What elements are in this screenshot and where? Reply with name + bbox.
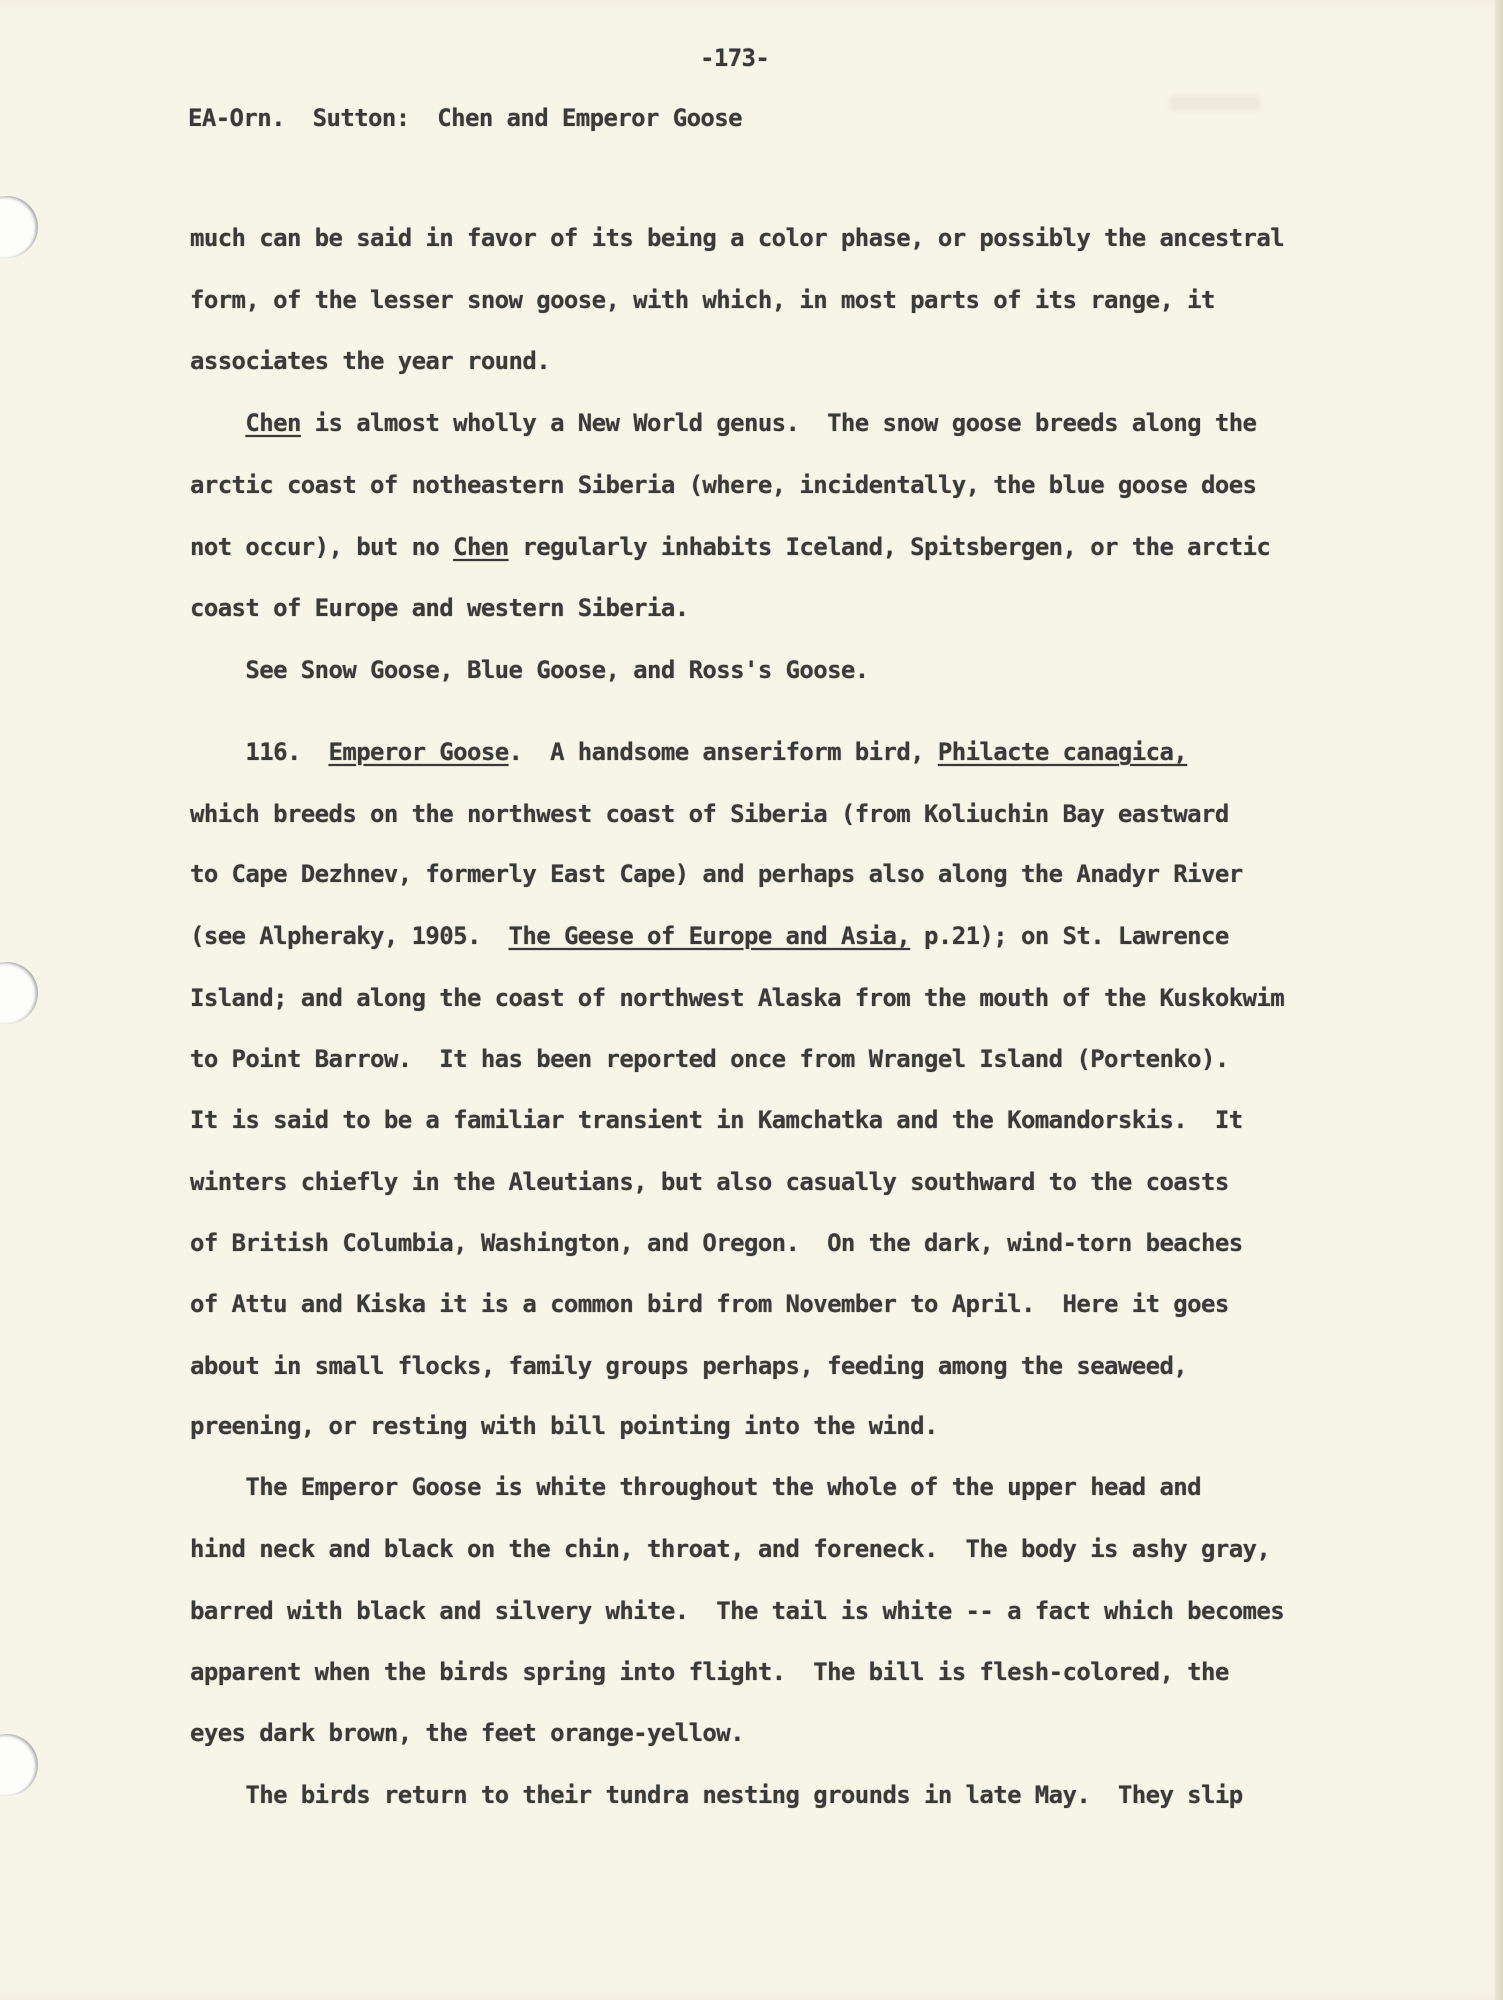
text-segment: It is said to be a familiar transient in Kamchatka and the Komandorskis. It [190, 1106, 1243, 1134]
text-line [190, 984, 1284, 1012]
text-segment: 116. [190, 738, 329, 766]
text-segment: form, of the lesser snow goose, with which, in most parts of its range, it [190, 286, 1215, 314]
text-segment: barred with black and silvery white. The tail is white -- a fact which becomes [190, 1597, 1285, 1625]
text-line [190, 594, 689, 622]
punch-hole-middle [0, 962, 38, 1024]
text-segment: of Attu and Kiska it is a common bird from November to April. Here it goes [190, 1290, 1229, 1318]
underlined-term: Chen [453, 533, 509, 561]
text-segment: is almost wholly a New World genus. The snow goose breeds along the [300, 409, 1257, 437]
text-line [190, 1290, 1229, 1318]
text-segment: The Emperor Goose is white throughout the whole of the upper head and [190, 1473, 1201, 1501]
text-segment: The birds return to their tundra nesting grounds in late May. They slip [190, 1781, 1243, 1809]
underlined-term: Philacte canagica, [937, 738, 1188, 766]
text-line [190, 1535, 1270, 1563]
paper-smudge [1170, 96, 1260, 110]
punch-hole-bottom [0, 1734, 38, 1796]
text-segment: which breeds on the northwest coast of Siberia (from Koliuchin Bay eastward [190, 800, 1229, 828]
text-segment: See Snow Goose, Blue Goose, and Ross's Goose. [190, 656, 869, 684]
page-edge [1495, 0, 1503, 2000]
underlined-term: Emperor Goose [328, 738, 509, 766]
text-line [190, 860, 1243, 888]
text-line [190, 347, 550, 375]
running-header: EA-Orn. Sutton: Chen and Emperor Goose [188, 104, 742, 132]
text-segment: eyes dark brown, the feet orange-yellow. [190, 1719, 744, 1747]
text-segment: winters chiefly in the Aleutians, but also casually southward to the coasts [190, 1168, 1229, 1196]
text-line [190, 409, 1256, 437]
text-line [190, 1106, 1243, 1134]
text-segment: arctic coast of nothеastern Siberia (where, incidentally, the blue goose does [190, 471, 1257, 499]
text-segment: preening, or resting with bill pointing into the wind. [190, 1412, 938, 1440]
underlined-term: The Geese of Europe and Asia, [508, 922, 911, 950]
text-line [190, 1045, 1229, 1073]
text-line [190, 1781, 1243, 1809]
text-segment: apparent when the birds spring into flight. The bill is flesh-colored, the [190, 1658, 1229, 1686]
text-line [190, 1597, 1284, 1625]
text-segment: much can be said in favor of its being a color phase, or possibly the ancestral [190, 224, 1285, 252]
text-line [190, 224, 1284, 252]
text-segment: coast of Europe and western Siberia. [190, 594, 689, 622]
text-segment: hind neck and black on the chin, throat, and foreneck. The body is ashy gray, [190, 1535, 1271, 1563]
text-line [190, 1658, 1229, 1686]
text-segment: about in small flocks, family groups perhaps, feeding among the seaweed, [190, 1352, 1188, 1380]
text-segment: p.21); on St. Lawrence [910, 922, 1229, 950]
text-segment: Island; and along the coast of northwest Alaska from the mouth of the Kuskokwim [190, 984, 1285, 1012]
underlined-term: Chen [245, 409, 301, 437]
text-line [190, 1168, 1229, 1196]
text-line [190, 922, 1229, 950]
text-segment: to Point Barrow. It has been reported once from Wrangel Island (Portenko). [190, 1045, 1229, 1073]
text-segment: to Cape Dezhnev, formerly East Cape) and perhaps also along the Anadyr River [190, 860, 1243, 888]
text-line [190, 1352, 1187, 1380]
text-segment [190, 409, 245, 437]
text-line [190, 1412, 938, 1440]
text-line [190, 1229, 1243, 1257]
text-line [190, 738, 1187, 766]
text-segment: regularly inhabits Iceland, Spitsbergen, or the arctic [508, 533, 1271, 561]
text-segment: (see Alpheraky, 1905. [190, 922, 509, 950]
text-segment: associates the year round. [190, 347, 551, 375]
text-line [190, 286, 1215, 314]
text-segment: not occur), but no [190, 533, 454, 561]
text-line [190, 533, 1270, 561]
page-number: -173- [700, 44, 770, 72]
text-segment: . A handsome anseriform bird, [508, 738, 938, 766]
text-line [190, 656, 869, 684]
text-line [190, 1473, 1201, 1501]
text-line [190, 1719, 744, 1747]
text-line [190, 800, 1229, 828]
text-segment: of British Columbia, Washington, and Oregon. On the dark, wind-torn beaches [190, 1229, 1243, 1257]
text-line [190, 471, 1256, 499]
punch-hole-top [0, 196, 38, 258]
